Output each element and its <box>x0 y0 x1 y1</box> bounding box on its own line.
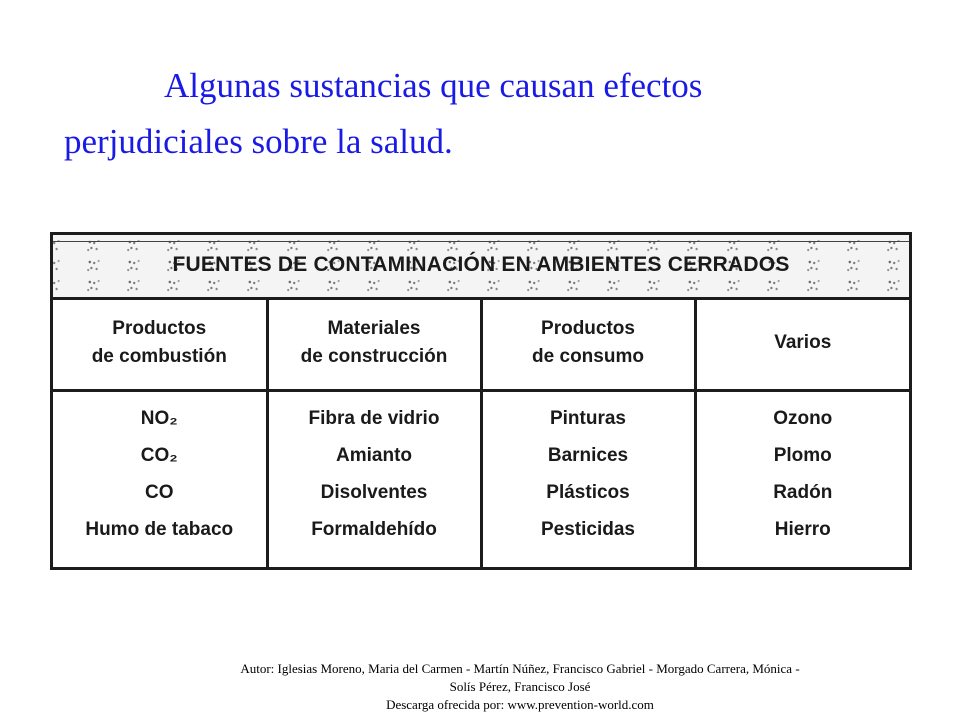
list-item: Hierro <box>774 519 831 540</box>
sources-table <box>53 297 909 567</box>
column-items-consumer <box>481 391 695 568</box>
list-item: Fibra de vidrio <box>308 408 440 429</box>
list-item: Formaldehído <box>311 519 437 540</box>
column-items-construction <box>267 391 481 568</box>
list-item: Plásticos <box>546 482 630 503</box>
column-header-various: Varios <box>695 297 909 391</box>
slide-title: Algunas sustancias que causan efectos perjudiciales sobre la salud. <box>64 66 703 161</box>
list-item: NO₂ <box>140 408 178 429</box>
list-item: Pesticidas <box>541 519 635 540</box>
figure-header <box>53 235 909 300</box>
column-header-construction: Materiales de construcción <box>267 297 481 391</box>
list-item: Barnices <box>547 445 629 466</box>
list-item: Pinturas <box>549 408 627 429</box>
list-item: CO₂ <box>140 445 178 466</box>
list-item: Amianto <box>336 445 412 466</box>
list-item: Plomo <box>773 445 832 466</box>
list-item: Disolventes <box>320 482 428 503</box>
figure-title: FUENTES DE CONTAMINACIÓN EN AMBIENTES CERRADOS <box>172 253 790 276</box>
column-header-consumer: Productos de consumo <box>481 297 695 391</box>
list-item: CO <box>145 482 174 503</box>
author-line-continued: Solís Pérez, Francisco José <box>449 679 591 694</box>
author-line: Autor: Iglesias Moreno, Maria del Carmen - Martín Núñez, Francisco Gabriel - Morgado Carrera, Mónica - <box>240 661 800 676</box>
table-row <box>53 391 909 568</box>
column-items-combustion <box>53 391 267 568</box>
list-item: Ozono <box>773 408 833 429</box>
list-item: Radón <box>773 482 833 503</box>
contamination-sources-figure <box>50 232 912 570</box>
list-item: Humo de tabaco <box>85 519 234 540</box>
column-header-combustion: Productos de combustión <box>53 297 267 391</box>
download-credit: Descarga ofrecida por: www.prevention-world.com <box>386 697 654 712</box>
table-header-row <box>53 297 909 391</box>
author-credits <box>160 660 880 714</box>
column-items-various <box>695 391 909 568</box>
